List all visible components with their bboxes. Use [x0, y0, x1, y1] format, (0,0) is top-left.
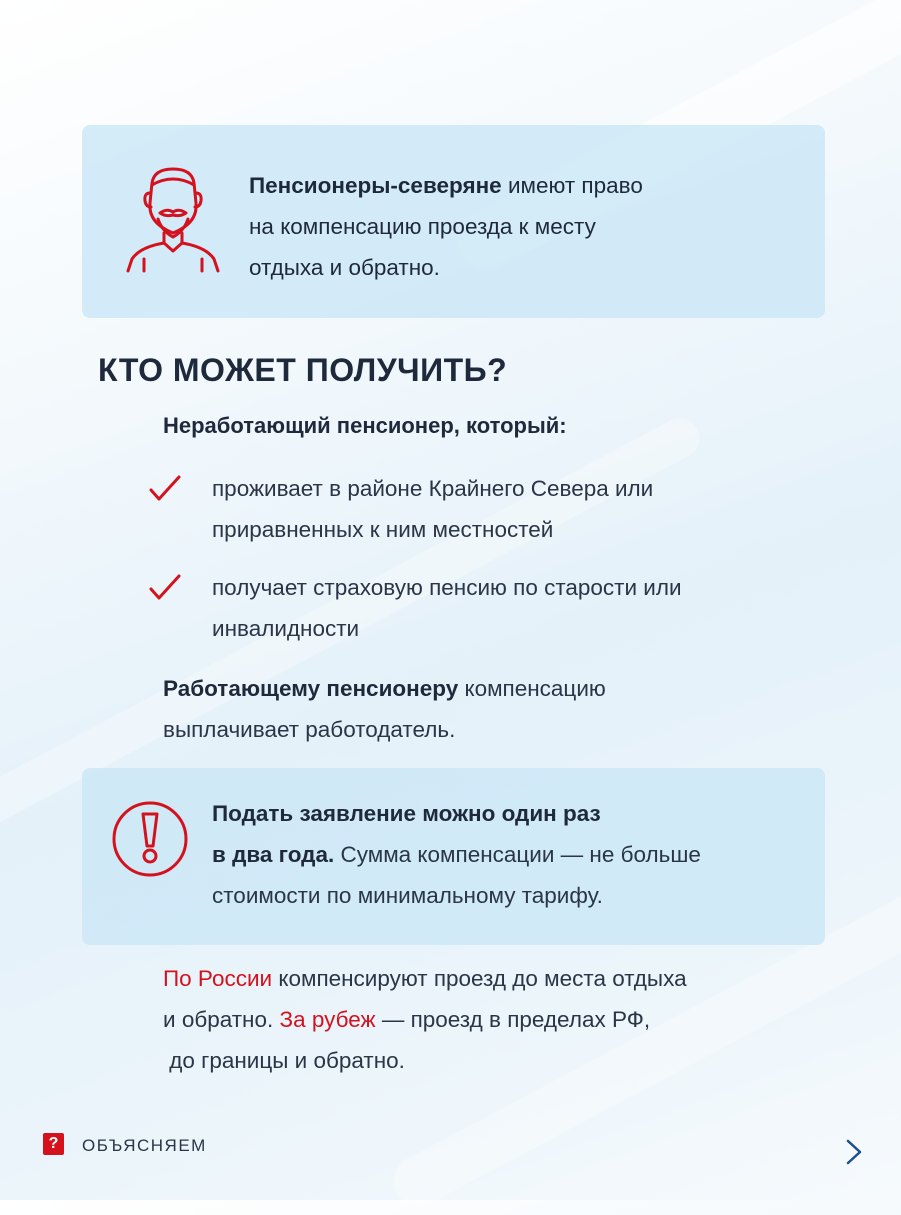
alert-text	[212, 793, 812, 916]
bottom-line1-rest: компенсируют проезд до места отдыха	[272, 966, 687, 991]
bottom-paragraph	[163, 958, 843, 1081]
exclamation-icon	[111, 800, 189, 878]
brand-logo-icon: ?	[43, 1133, 64, 1155]
bottom-line3: до границы и обратно.	[163, 1048, 405, 1073]
intro-line2: на компенсацию проезда к месту	[249, 214, 596, 239]
bottom-line2-start: и обратно.	[163, 1007, 280, 1032]
section-heading: КТО МОЖЕТ ПОЛУЧИТЬ?	[98, 352, 508, 388]
list-item	[212, 567, 812, 649]
intro-line3: отдыха и обратно.	[249, 255, 440, 280]
check-icon	[148, 573, 182, 603]
alert-line2-rest: Сумма компенсации — не больше	[334, 842, 701, 867]
alert-line1: Подать заявление можно один раз	[212, 801, 601, 826]
alert-line3: стоимости по минимальному тарифу.	[212, 883, 603, 908]
bottom-red-russia: По России	[163, 966, 273, 991]
working-paragraph	[163, 668, 763, 750]
intro-bold: Пенсионеры-северяне	[249, 173, 502, 198]
intro-text	[249, 165, 769, 288]
working-line2: выплачивает работодатель.	[163, 717, 456, 742]
bottom-red-abroad: За рубеж	[279, 1007, 376, 1032]
intro-line1-rest: имеют право	[501, 173, 643, 198]
bottom-line2-rest: — проезд в пределах РФ,	[375, 1007, 651, 1032]
list-item-line1: получает страховую пенсию по старости или	[212, 575, 682, 600]
list-item-line2: инвалидности	[212, 616, 360, 641]
alert-line2-bold: в два года.	[212, 842, 335, 867]
check-icon	[148, 474, 182, 504]
working-line1-rest: компенсацию	[458, 676, 606, 701]
brand-name: ОБЪЯСНЯЕМ	[82, 1136, 207, 1155]
working-bold: Работающему пенсионеру	[163, 676, 459, 701]
next-arrow-icon[interactable]	[670, 1138, 865, 1166]
list-item-line2: приравненных к ним местностей	[212, 517, 554, 542]
list-item-line1: проживает в районе Крайнего Севера или	[212, 476, 654, 501]
list-item	[212, 468, 812, 550]
lead-text: Неработающий пенсионер, который:	[163, 413, 567, 438]
pensioner-avatar-icon	[122, 163, 224, 273]
